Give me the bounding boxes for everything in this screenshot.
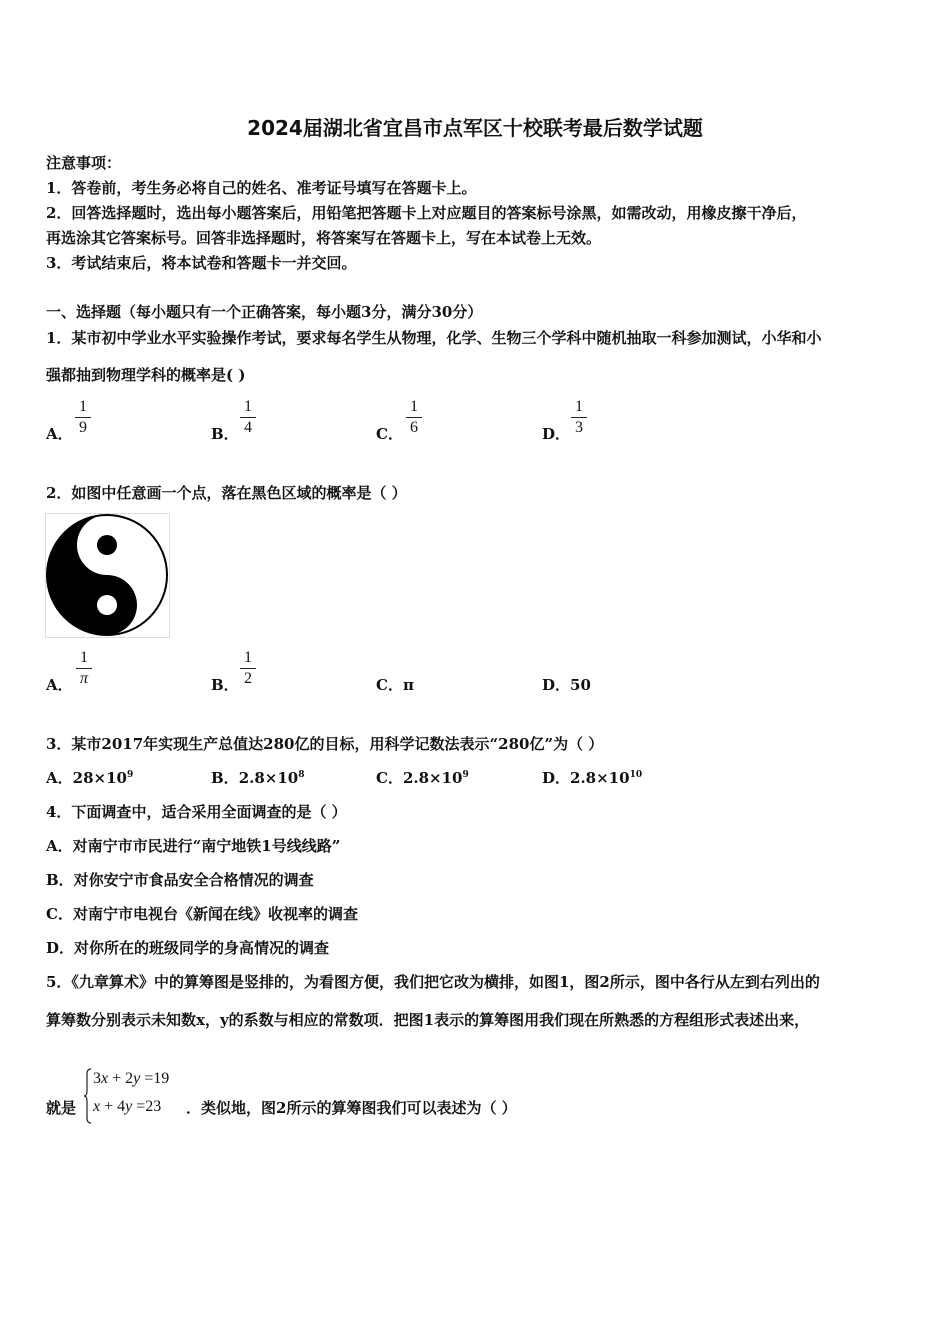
q1-option-c-fraction: [406, 398, 422, 437]
q1-option-d-label: D．: [542, 425, 571, 443]
q1-option-c-label: C．: [376, 425, 403, 443]
fraction-numerator: 1: [244, 398, 252, 415]
fraction-denominator: 3: [575, 419, 583, 436]
equation-2: x + 4y =23: [93, 1098, 162, 1115]
q1-option-d-fraction: [571, 398, 587, 437]
fraction-numerator: 1: [80, 649, 88, 666]
yin-yang-figure: [45, 513, 170, 638]
section-heading: 一、选择题（每小题只有一个正确答案，每小题3分，满分30分）: [46, 303, 483, 321]
notice-heading: 注意事项：: [46, 154, 122, 172]
q1-stem-line2: 强都抽到物理学科的概率是( ): [46, 366, 246, 384]
q4-option-b: B．对你安宁市食品安全合格情况的调查: [46, 871, 314, 889]
q2-option-c-value: π: [402, 676, 414, 694]
fraction-numerator: 1: [575, 398, 583, 415]
equation-1: 3x + 2y =19: [93, 1070, 170, 1087]
q2-option-c: C．π: [376, 676, 414, 694]
q1-option-a-label: A．: [46, 425, 73, 443]
q1-stem-line1: 1．某市初中学业水平实验操作考试，要求每名学生从物理，化学、生物三个学科中随机抽取一科参加测试，小华和小: [46, 329, 822, 347]
q2-option-a-fraction: [76, 649, 92, 688]
q2-option-d: D．50: [542, 676, 591, 694]
q4-stem: 4．下面调查中，适合采用全面调查的是（ ）: [46, 803, 347, 821]
fraction-numerator: 1: [79, 398, 87, 415]
q3-option-d: D．$2.8\times 10^{10}$: [542, 769, 643, 787]
notice-item: 1．答卷前，考生务必将自己的姓名、准考证号填写在答题卡上。: [46, 179, 477, 197]
brace-icon: [84, 1068, 92, 1124]
page-title: 2024届湖北省宜昌市点军区十校联考最后数学试题: [247, 116, 703, 140]
q5-stem-line1: 5．《九章算术》中的算筹图是竖排的，为看图方便，我们把它改为横排，如图1，图2所示，图中各行从左到右列出的: [46, 973, 820, 991]
fraction-numerator: 1: [410, 398, 418, 415]
q1-option-a-fraction: [75, 398, 91, 437]
q2-option-a-label: A．: [46, 676, 73, 694]
q1-option-b-fraction: [240, 398, 256, 437]
fraction-denominator: 4: [244, 419, 252, 436]
fraction-denominator: 6: [410, 419, 418, 436]
q2-option-d-value: 50: [570, 676, 591, 694]
q5-prefix: 就是: [46, 1099, 77, 1117]
q3-option-a: A．$28\times 10^9$: [46, 769, 134, 787]
fraction-denominator: π: [79, 670, 88, 687]
q4-option-c: C．对南宁市电视台《新闻在线》收视率的调查: [46, 905, 358, 923]
notice-item: 3．考试结束后，将本试卷和答题卡一并交回。: [46, 254, 357, 272]
q1-option-b-label: B．: [211, 425, 239, 443]
fraction-denominator: 2: [244, 670, 252, 687]
q5-stem-line2: 算筹数分别表示未知数x，y的系数与相应的常数项．把图1表示的算筹图用我们现在所熟悉的方程组形式表述出来，: [46, 1011, 810, 1029]
q2-option-b-label: B．: [211, 676, 239, 694]
q3-option-b: B．$2.8\times 10^8$: [211, 769, 305, 787]
q2-option-b-fraction: [240, 649, 256, 688]
q4-option-a: A．对南宁市市民进行“南宁地铁1号线线路”: [46, 837, 341, 855]
notice-item: 2．回答选择题时，选出每小题答案后，用铅笔把答题卡上对应题目的答案标号涂黑，如需改动，用橡皮擦干净后，: [46, 204, 807, 222]
q2-stem: 2．如图中任意画一个点，落在黑色区域的概率是（ ）: [46, 484, 407, 502]
fraction-denominator: 9: [79, 419, 87, 436]
q3-option-c: C．$2.8\times 10^9$: [376, 769, 469, 787]
notice-item: 再选涂其它答案标号。回答非选择题时，将答案写在答题卡上，写在本试卷上无效。: [46, 229, 602, 247]
q3-stem: 3．某市2017年实现生产总值达280亿的目标，用科学记数法表示“280亿”为（ ）: [46, 735, 604, 753]
q5-suffix: ．类似地，图2所示的算筹图我们可以表述为（ ）: [186, 1099, 517, 1117]
q4-option-d: D．对你所在的班级同学的身高情况的调查: [46, 939, 330, 957]
fraction-numerator: 1: [244, 649, 252, 666]
